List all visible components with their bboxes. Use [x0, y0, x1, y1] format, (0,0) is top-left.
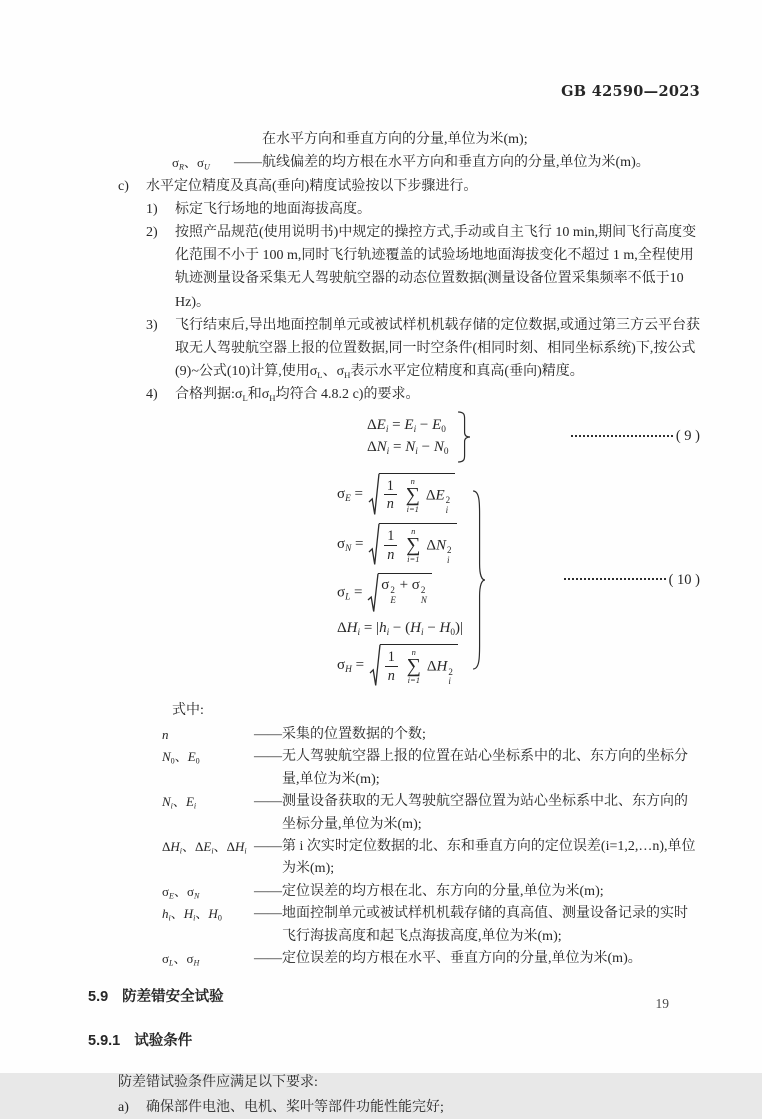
- standard-number: GB 42590—2023: [561, 83, 700, 100]
- definition-desc: [254, 791, 700, 836]
- list-item-c-label: c): [118, 178, 129, 194]
- where-label: 式中:: [172, 702, 204, 718]
- definition-dash: ——: [254, 839, 282, 855]
- definition-text: 定位误差的均方根在水平、垂直方向的分量,单位为米(m)。: [282, 951, 642, 967]
- definition-term: $\Delta H_i$、$\Delta E_i$、$\Delta H_i$: [162, 839, 247, 856]
- page-number: 19: [655, 996, 669, 1011]
- dotted-leader: [564, 578, 666, 580]
- step-text: 标定飞行场地的地面海拔高度。: [175, 201, 371, 217]
- equation-line: $\sigma_H$ = $\frac{1}{n}$ n ∑ i=1 ΔH 2 i: [337, 644, 463, 687]
- definition-row: [162, 881, 700, 903]
- step-item: [146, 314, 700, 384]
- formula-10-number-wrap: [564, 569, 700, 592]
- definition-term: $\sigma_L$、$\sigma_H$: [162, 951, 200, 968]
- step-item: [146, 221, 700, 314]
- definition-dash: ——: [234, 155, 262, 171]
- definition-text: 测量设备获取的无人驾驶航空器位置为站心坐标系中北、东方向的坐标分量,单位为米(m);: [282, 794, 688, 832]
- step-label: 4): [146, 387, 158, 403]
- radical-icon: [369, 523, 379, 566]
- step-label: 2): [146, 225, 158, 241]
- definition-term: $h_i$、$H_i$、$H_0$: [162, 906, 222, 923]
- definition-dash: ——: [254, 951, 282, 967]
- equation-line: $\Delta E_i = E_i - E_0$: [367, 417, 446, 436]
- section-heading-5-9-1: [88, 1030, 700, 1053]
- definition-desc: [254, 724, 700, 746]
- definition-text: 第 i 次实时定位数据的北、东和垂直方向的定位误差(i=1,2,…n),单位为米(m);: [282, 839, 696, 877]
- continuation-text: 在水平方向和垂直方向的分量,单位为米(m);: [262, 132, 528, 148]
- step-text: 按照产品规范(使用说明书)中规定的操控方式,手动或自主飞行 10 min,期间飞行高度变化范围不小于 100 m,同时飞行轨迹覆盖的试验场地地面海拔变化不超过 1 m,全程使用轨迹测量设备采集无人驾驶航空器的动态位置数据(测量设备位置采集频率不低于10 Hz)。: [175, 225, 697, 310]
- definition-desc: [254, 948, 700, 970]
- definition-dash: ——: [254, 883, 282, 899]
- definition-desc: [254, 746, 700, 791]
- definition-text: 地面控制单元或被试样机机载存储的真高值、测量设备记录的实时飞行海拔高度和起飞点海拔高度,单位为米(m);: [282, 906, 688, 944]
- section-title: 防差错安全试验: [122, 988, 224, 1005]
- list-item-c-text: 水平定位精度及真高(垂向)精度试验按以下步骤进行。: [146, 178, 478, 194]
- definition-row: [162, 791, 700, 836]
- list-item-a-label: a): [118, 1100, 129, 1116]
- definition-row: [162, 724, 700, 746]
- symbol-definitions: [162, 724, 700, 970]
- section-number: 5.9: [88, 988, 109, 1005]
- definition-dash: ——: [254, 906, 282, 922]
- section-number: 5.9.1: [88, 1032, 121, 1049]
- formula-number: ( 10 ): [668, 571, 700, 588]
- radical-icon: [368, 573, 378, 613]
- section-intro-text: 防差错试验条件应满足以下要求:: [118, 1074, 318, 1090]
- right-brace-icon: [472, 491, 485, 669]
- definition-term: n: [162, 727, 169, 743]
- definition-row: [162, 746, 700, 791]
- definition-text: 航线偏差的均方根在水平方向和垂直方向的分量,单位为米(m)。: [262, 155, 650, 171]
- equation-line: $\Delta N_i = N_i - N_0$: [367, 439, 449, 458]
- step-text: 合格判据$:\sigma_L$和$\sigma_H$均符合 4.8.2 c)的要求。: [175, 387, 420, 404]
- step-text: 飞行结束后,导出地面控制单元或被试样机机载存储的定位数据,或通过第三方云平台获取无人驾驶航空器上报的位置数据,同一时空条件(相同时刻、相同坐标系统)下,按公式(9)~公式(10)计算,使用$\sigma_L$、$\sigma_H$表示水平定位精度和真高(垂向)精度。: [175, 317, 700, 380]
- formula-10-lines: [337, 470, 463, 691]
- section-title: 试验条件: [134, 1032, 193, 1049]
- formula-9-lines: [367, 415, 448, 459]
- equation-line: $\sigma_E$ = $\frac{1}{n}$ n ∑ i=1 ΔE 2 i: [337, 473, 463, 516]
- formula-9-number-wrap: [571, 425, 700, 448]
- definition-row: [162, 948, 700, 970]
- step-label: 1): [146, 201, 158, 217]
- list-item-a: [118, 1096, 700, 1119]
- definition-desc: [254, 881, 700, 903]
- definition-dash: ——: [254, 727, 282, 743]
- symbol-term: $\sigma_R$、$\sigma_U$: [172, 155, 210, 172]
- step-item: [146, 198, 700, 221]
- formula-number: ( 9 ): [675, 428, 700, 445]
- definition-dash: ——: [254, 794, 282, 810]
- definition-text: 采集的位置数据的个数;: [282, 727, 426, 743]
- radical-icon: [370, 644, 380, 687]
- step-item: [146, 383, 700, 406]
- equation-line: $\sigma_L$ = σ 2 E + σ 2 N: [337, 573, 463, 613]
- definition-row: [162, 903, 700, 948]
- radical-icon: [369, 473, 379, 516]
- step-label: 3): [146, 317, 158, 333]
- list-item-a-text: 确保部件电池、电机、桨叶等部件功能性能完好;: [146, 1100, 444, 1116]
- definition-desc: [254, 836, 700, 881]
- definition-row: [162, 836, 700, 881]
- definition-dash: ——: [254, 749, 282, 765]
- symbol-definition-sigma-ru: [172, 151, 700, 174]
- dotted-leader: [571, 435, 673, 437]
- equation-line: $\Delta H_i = |h_i - (H_i - H_0)|$: [337, 620, 464, 639]
- section-heading-5-9: [88, 986, 700, 1009]
- definition-desc: [254, 903, 700, 948]
- list-item-c: [118, 175, 700, 198]
- formula-9: [88, 412, 700, 462]
- numbered-steps: [146, 198, 700, 407]
- definition-text: 定位误差的均方根在北、东方向的分量,单位为米(m);: [282, 883, 604, 899]
- definition-term: $\sigma_E$、$\sigma_N$: [162, 883, 200, 901]
- symbol-desc: [234, 151, 700, 174]
- definition-text: 无人驾驶航空器上报的位置在站心坐标系中的北、东方向的坐标分量,单位为米(m);: [282, 749, 688, 787]
- right-brace-icon: [457, 412, 470, 462]
- definition-term: $N_i$、$E_i$: [162, 794, 197, 811]
- formula-10: [88, 470, 700, 691]
- equation-line: $\sigma_N$ = $\frac{1}{n}$ n ∑ i=1 ΔN 2 i: [337, 523, 463, 566]
- definition-term: $N_0$、$E_0$: [162, 749, 200, 767]
